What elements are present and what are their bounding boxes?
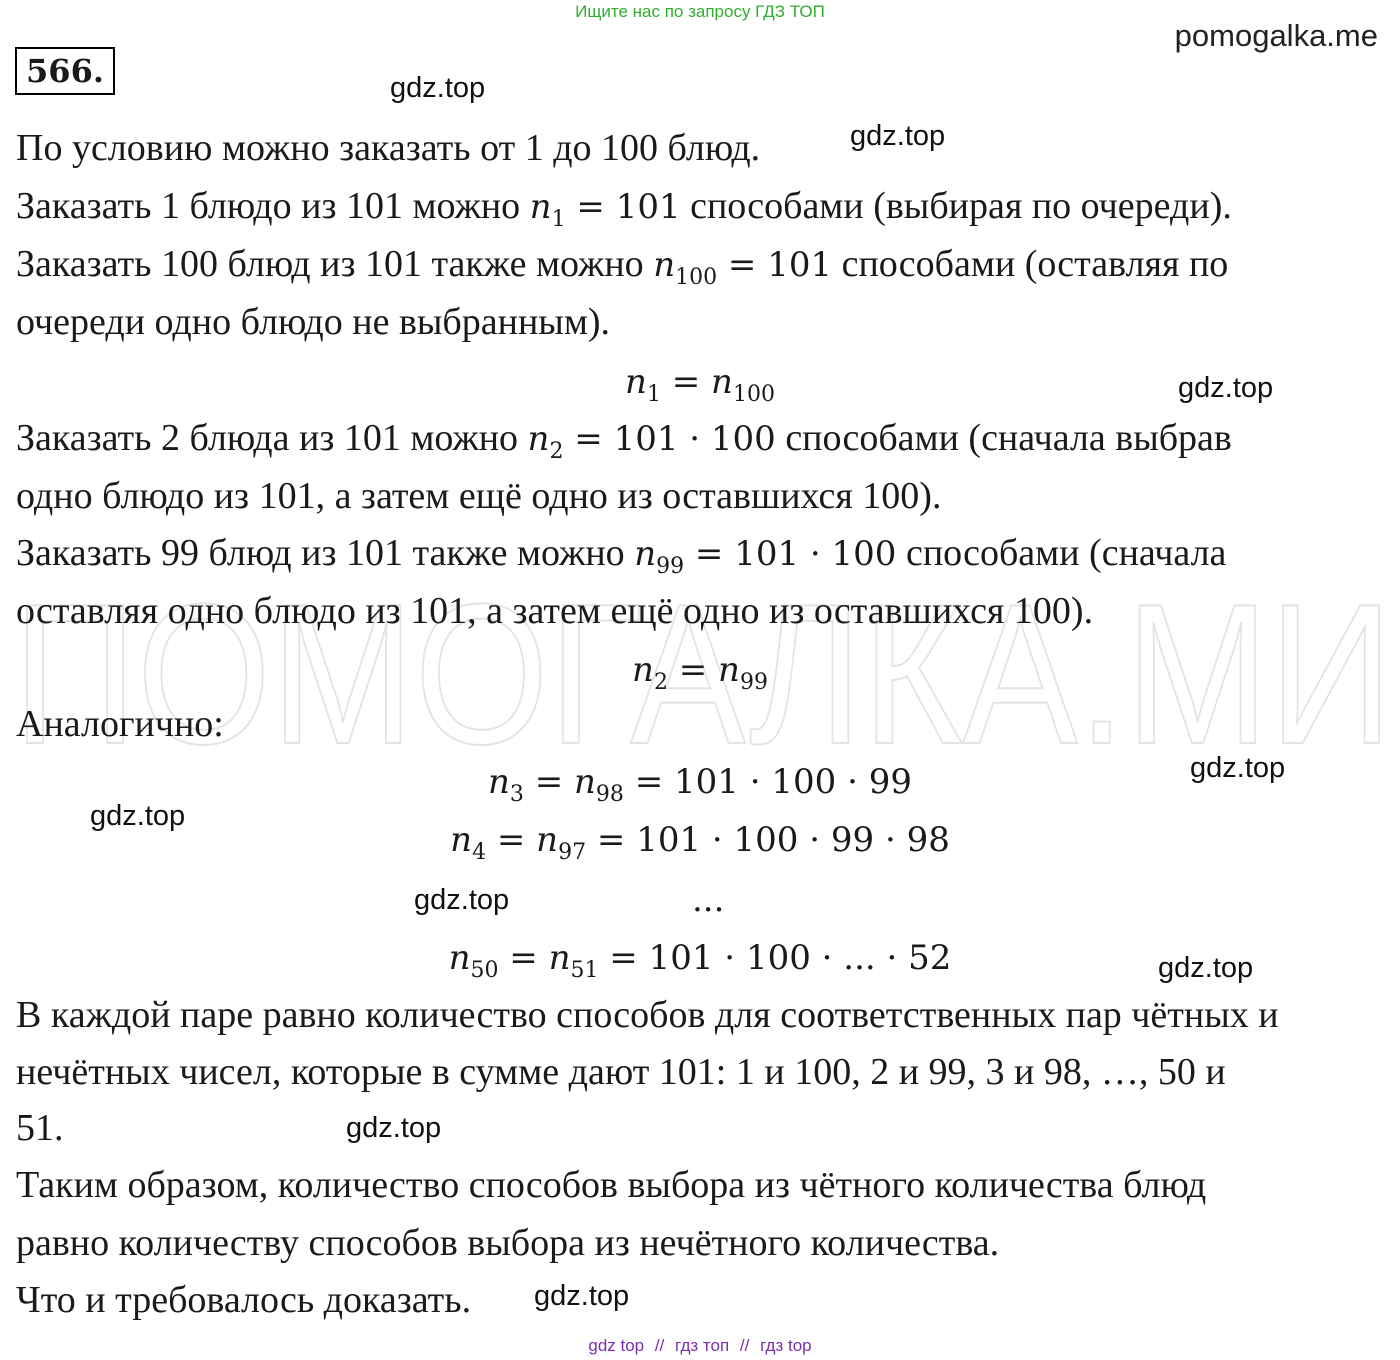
formula-n4: $n_4 = n_{97} = 101 \cdot 100 \cdot 99 \cdot 98$ <box>450 820 950 865</box>
line-5-end: способами (сначала выбрав <box>775 417 1232 459</box>
line-2-end: способами (выбирая по очереди). <box>680 185 1232 227</box>
line-7-end: способами (сначала <box>896 532 1227 574</box>
line-3-end: способами (оставляя по <box>832 243 1229 285</box>
formula-n1-eq-n100: $n_1 = n_{100}$ <box>625 362 775 407</box>
line-7-start: Заказать 99 блюд из 101 также можно <box>16 532 635 574</box>
footer-link-gdz-top[interactable]: gdz top <box>588 1336 645 1355</box>
text-line-5 <box>16 416 1232 464</box>
watermark-label: gdz.top <box>1178 372 1274 404</box>
footer-links <box>0 1336 1400 1356</box>
formula-n2-eq-n99: $n_2 = n_{99}$ <box>632 650 768 695</box>
watermark-label: gdz.top <box>414 884 510 916</box>
text-line-15: Что и требовалось доказать. <box>16 1279 472 1321</box>
text-line-7 <box>16 531 1227 579</box>
line-5-start: Заказать 2 блюда из 101 можно <box>16 417 528 459</box>
watermark-label: gdz.top <box>390 72 486 104</box>
task-number: 566. <box>15 47 115 95</box>
text-line-12: 51. <box>16 1107 64 1149</box>
watermark-label: gdz.top <box>1158 952 1254 984</box>
text-line-9: Аналогично: <box>16 703 224 745</box>
top-banner[interactable]: Ищите нас по запросу ГДЗ ТОП <box>575 2 825 21</box>
line-2-start: Заказать 1 блюдо из 101 можно <box>16 185 530 227</box>
text-line-1: По условию можно заказать от 1 до 100 блюд. <box>16 127 761 169</box>
text-line-3 <box>16 242 1229 290</box>
text-line-6: одно блюдо из 101, а затем ещё одно из оставшихся 100). <box>16 475 942 517</box>
text-line-4: очереди одно блюдо не выбранным). <box>16 301 611 343</box>
formula-n100: $n_{100} = 101$ <box>653 245 833 290</box>
watermark-label: gdz.top <box>850 120 946 152</box>
svg-text:ПОМОГАЛКА.МИ: ПОМОГАЛКА.МИ <box>13 583 1393 753</box>
line-3-start: Заказать 100 блюд из 101 также можно <box>16 243 654 285</box>
footer-link-gdz-top-mixed[interactable]: гдз top <box>760 1336 812 1355</box>
site-name[interactable]: pomogalka.me <box>1174 18 1378 53</box>
footer-separator: // <box>739 1336 750 1355</box>
text-line-8: оставляя одно блюдо из 101, а затем ещё одно из оставшихся 100). <box>16 590 1094 632</box>
text-line-11: нечётных чисел, которые в сумме дают 101: 1 и 100, 2 и 99, 3 и 98, …, 50 и <box>16 1051 1226 1093</box>
text-line-14: равно количеству способов выбора из нечётного количества. <box>16 1222 1000 1264</box>
formula-n1: $n_1 = 101$ <box>529 187 681 232</box>
watermark-label: gdz.top <box>534 1280 630 1312</box>
formula-n99: $n_{99} = 101 \cdot 100$ <box>634 534 897 579</box>
text-line-10: В каждой паре равно количество способов для соответственных пар чётных и <box>16 994 1279 1036</box>
text-line-2 <box>16 184 1232 232</box>
formula-n2: $n_2 = 101 \cdot 100$ <box>527 419 776 464</box>
formula-n50: $n_{50} = n_{51} = 101 \cdot 100$ · ... · 52 <box>448 938 952 983</box>
watermark-label: gdz.top <box>90 800 186 832</box>
formula-n3: $n_3 = n_{98} = 101 \cdot 100 \cdot 99$ <box>488 762 912 807</box>
formula-ellipsis: ... <box>692 880 725 920</box>
watermark-label: gdz.top <box>346 1112 442 1144</box>
text-line-13: Таким образом, количество способов выбора из чётного количества блюд <box>16 1164 1207 1206</box>
watermark-label: gdz.top <box>1190 752 1286 784</box>
footer-separator: // <box>654 1336 665 1355</box>
footer-link-gdz-top-ru[interactable]: гдз топ <box>675 1336 730 1355</box>
